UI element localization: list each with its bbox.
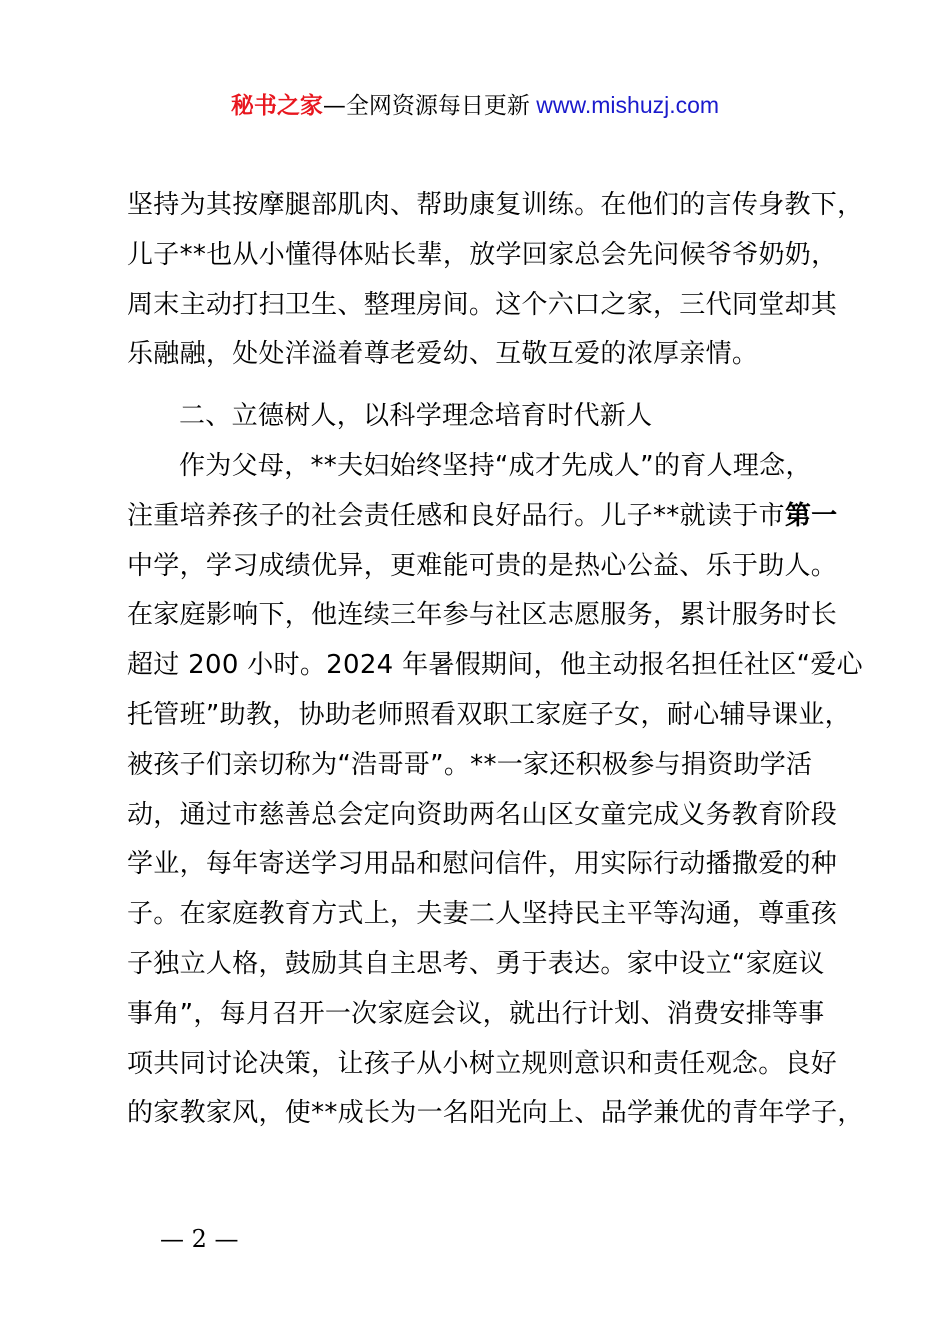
text-line: 超过 200 小时。2024 年暑假期间，他主动报名担任社区“爱心 (127, 650, 863, 681)
text-line: 坚持为其按摩腿部肌肉、帮助康复训练。在他们的言传身教下， (127, 190, 864, 220)
text-line: 动，通过市慈善总会定向资助两名山区女童完成义务教育阶段 (127, 799, 838, 830)
site-url-link[interactable]: www.mishuzj.com (529, 92, 720, 118)
text-line: 周末主动打扫卫生、整理房间。这个六口之家，三代同堂却其 (127, 289, 838, 320)
bold-text-fragment: 第一 (784, 500, 838, 531)
document-body (127, 181, 864, 1139)
text-line: 项共同讨论决策，让孩子从小树立规则意识和责任观念。良好 (127, 1048, 838, 1079)
text-line: 子。在家庭教育方式上，夫妻二人坚持民主平等沟通，尊重孩 (127, 899, 838, 930)
text-line: 的家教家风，使**成长为一名阳光向上、品学兼优的青年学子， (127, 1098, 864, 1129)
text-line: 中学，学习成绩优异，更难能可贵的是热心公益、乐于助人。 (127, 550, 838, 581)
text-line (127, 492, 857, 542)
text-line: 乐融融，处处洋溢着尊老爱幼、互敬互爱的浓厚亲情。 (127, 339, 759, 370)
text-line: 儿子**也从小懂得体贴长辈，放学回家总会先问候爷爷奶奶， (127, 239, 838, 270)
text-line: 学业，每年寄送学习用品和慰问信件，用实际行动播撒爱的种 (127, 849, 838, 880)
site-slogan: —全网资源每日更新 (322, 93, 530, 119)
section-heading: 二、立德树人，以科学理念培育时代新人 (179, 401, 653, 432)
page-number: — 2 — (160, 1225, 239, 1253)
site-brand: 秘书之家 (230, 93, 323, 119)
page-header (0, 88, 950, 123)
text-line: 作为父母，**夫妇始终坚持“成才先成人”的育人理念， (179, 450, 812, 481)
text-line: 被孩子们亲切称为“浩哥哥”。**一家还积极参与捐资助学活 (127, 749, 813, 780)
text-line: 事角”，每月召开一次家庭会议，就出行计划、消费安排等事 (127, 998, 825, 1029)
text-fragment: 注重培养孩子的社会责任感和良好品行。儿子**就读于市 (127, 500, 785, 531)
text-line: 托管班”助教，协助老师照看双职工家庭子女，耐心辅导课业， (127, 699, 851, 730)
text-line: 子独立人格，鼓励其自主思考、勇于表达。家中设立“家庭议 (127, 948, 825, 979)
text-line: 在家庭影响下，他连续三年参与社区志愿服务，累计服务时长 (127, 600, 838, 631)
